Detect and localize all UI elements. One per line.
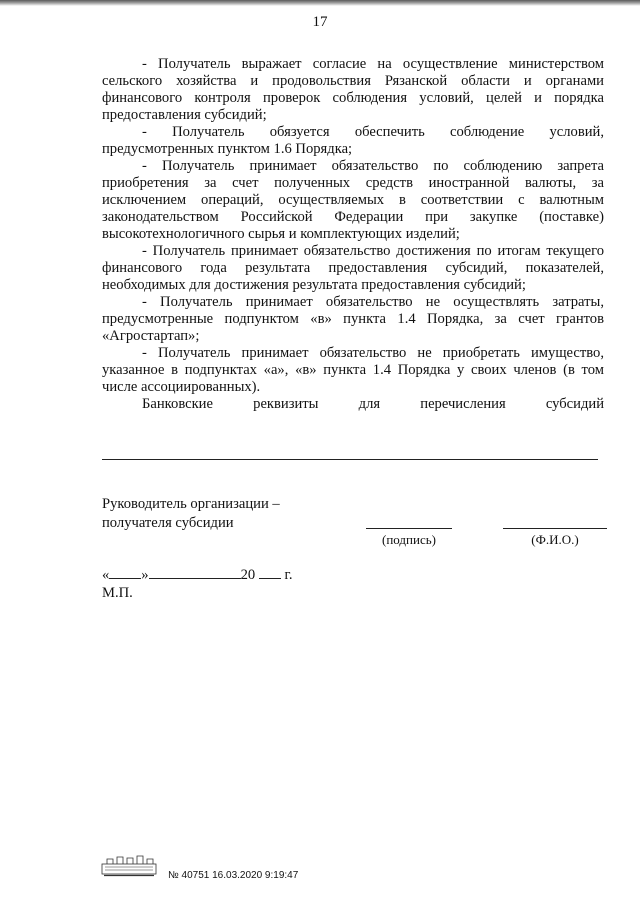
stamp-datetime: 16.03.2020 9:19:47 [212, 870, 299, 881]
paragraph-conditions: - Получатель обязуется обеспечить соблюдение условий, предусмотренных пунктом 1.6 Порядка; [102, 124, 604, 157]
paragraph-results: - Получатель принимает обязательство достижения по итогам текущего финансового года результата предоставления субсидий, показателей, необходимых для достижения результата предоставления субсидий; [102, 243, 604, 293]
date-line [102, 564, 293, 584]
signatory-label-line1: Руководитель организации – [102, 496, 280, 512]
month-blank [149, 564, 241, 579]
signature-field [366, 528, 452, 548]
paragraph-consent: - Получатель выражает согласие на осуществление министерством сельского хозяйства и продовольствия Рязанской области и органами финансового контроля проверок соблюдения условий, целей и порядка предоставления субсидий; [102, 56, 604, 123]
document-body [102, 56, 604, 413]
registry-stamp-icon [101, 855, 157, 877]
signatory-label [102, 495, 280, 533]
paragraph-costs: - Получатель принимает обязательство не осуществлять затраты, предусмотренные подпунктом «в» пункта 1.4 Порядка, за счет грантов «Агростартап»; [102, 294, 604, 344]
paragraph-property: - Получатель принимает обязательство не приобретать имущество, указанное в подпунктах «а», «в» пункта 1.4 Порядка у своих членов (в том числе ассоциированных). [102, 345, 604, 395]
year-blank [259, 564, 281, 579]
bank-details-label: Банковские реквизиты для перечисления субсидий [142, 396, 604, 412]
name-caption: (Ф.И.О.) [531, 532, 579, 547]
date-block [102, 564, 293, 602]
year-suffix: г. [284, 567, 293, 583]
signatory-label-line2: получателя субсидии [102, 515, 234, 531]
seal-label: М.П. [102, 585, 133, 601]
year-prefix: 20 [240, 567, 256, 583]
stamp-code: № 40751 [168, 870, 210, 881]
date-close-quote: » [141, 567, 149, 583]
page-number: 17 [312, 14, 328, 30]
bank-details-blank [102, 459, 598, 460]
scan-top-edge [0, 0, 640, 6]
name-field [503, 528, 607, 548]
registration-stamp [168, 870, 298, 881]
day-blank [109, 564, 141, 579]
date-open-quote: « [102, 567, 110, 583]
paragraph-currency-ban: - Получатель принимает обязательство по соблюдению запрета приобретения за счет полученных средств иностранной валюты, за исключением операций, осуществляемых в соответствии с валютным законодательством Российской Федерации при закупке (поставке) высокотехнологичного сырья и комплектующих изделий; [102, 158, 604, 242]
signature-caption: (подпись) [382, 532, 436, 547]
